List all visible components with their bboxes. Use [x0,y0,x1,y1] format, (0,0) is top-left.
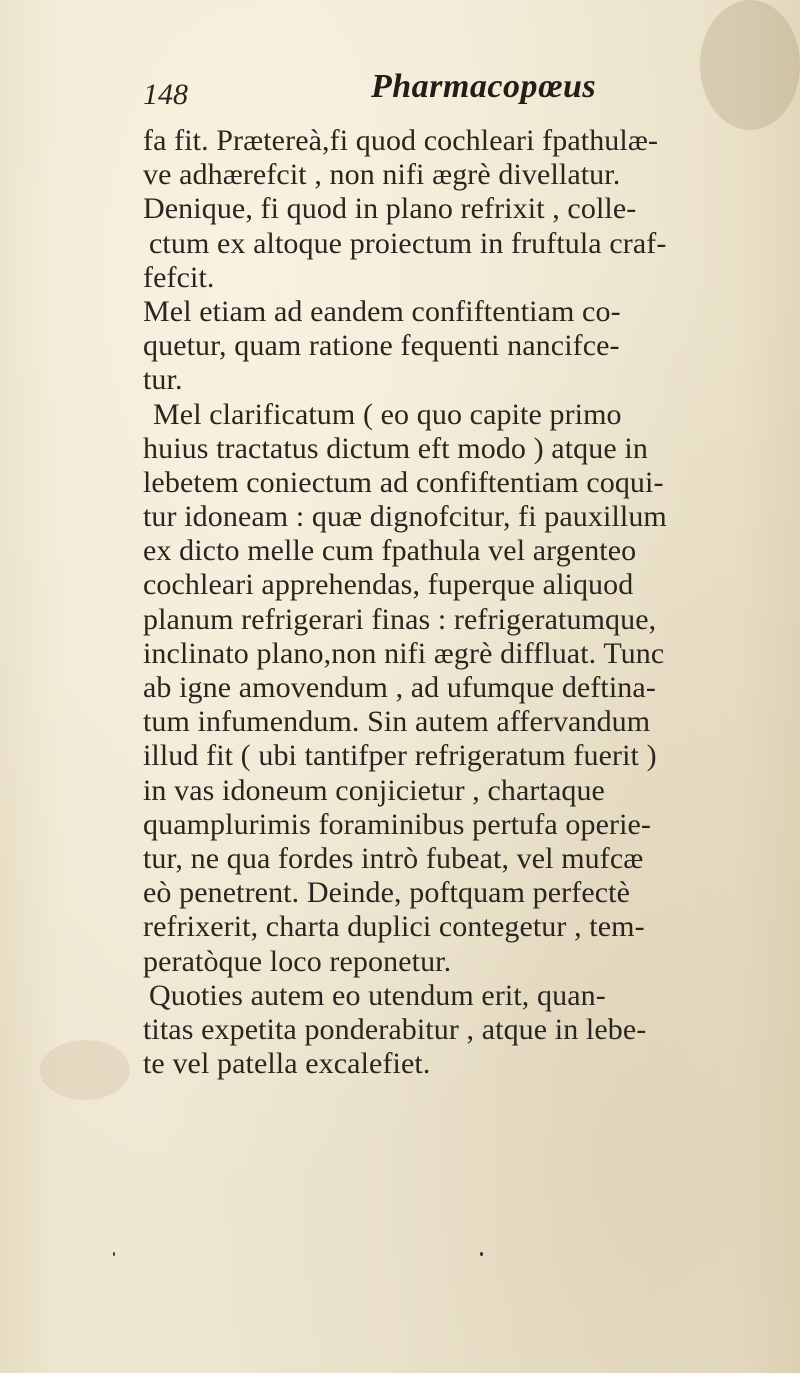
body-text [143,124,667,1081]
text-line: Mel etiam ad eandem confiftentiam co- [143,294,621,328]
text-line: Quoties autem eo utendum erit, quan- [149,978,606,1012]
text-line: tur. [143,363,183,397]
text-line: ex dicto melle cum fpathula vel argenteo [143,534,637,568]
text-line: lebetem coniectum ad confiftentiam coqui- [143,465,664,499]
text-line: tum infumendum. Sin autem affervandum [143,705,651,739]
text-line: tur, ne qua fordes intrò fubeat, vel mufcæ [143,841,644,875]
text-line: inclinato plano,non nifi ægrè diffluat. Tunc [143,636,665,670]
ink-speck [113,1252,115,1256]
paper-stain [40,1040,130,1100]
text-line: quetur, quam ratione fequenti nancifce- [143,329,620,363]
page-number: 148 [143,78,188,111]
paper-stain [700,0,800,130]
text-line: titas expetita ponderabitur , atque in lebe- [143,1012,647,1046]
text-line: in vas idoneum conjicietur , chartaque [143,773,605,807]
text-line: eò penetrent. Deinde, poftquam perfectè [143,876,631,910]
text-line: fa fit. Prætereà,fi quod cochleari fpathulæ- [143,124,659,157]
text-line: Denique, fi quod in plano refrixit , colle- [143,192,637,226]
text-line: peratòque loco reponetur. [143,944,452,978]
text-line: Mel clarificatum ( eo quo capite primo [153,397,622,431]
text-line: huius tractatus dictum eft modo ) atque in [143,431,648,465]
text-line: ve adhærefcit , non nifi ægrè divellatur. [143,158,621,192]
text-line: ab igne amovendum , ad ufumque deftina- [143,671,656,704]
running-head: Pharmacopœus [371,68,597,105]
text-line: fefcit. [143,260,215,294]
text-line: tur idoneam : quæ dignofcitur, fi pauxillum [143,500,667,534]
text-line: refrixerit, charta duplici contegetur , tem- [143,910,645,944]
text-line: te vel patella excalefiet. [143,1047,431,1081]
ink-speck [480,1252,483,1256]
text-line: ctum ex altoque proiectum in fruftula craf- [149,226,667,260]
text-line: cochleari apprehendas, fuperque aliquod [143,568,634,602]
text-line: planum refrigerari finas : refrigeratumque, [143,602,657,636]
page-header [143,68,663,124]
text-line: illud fit ( ubi tantifper refrigeratum fuerit ) [143,739,657,773]
text-line: quamplurimis foraminibus pertufa operie- [143,807,652,841]
